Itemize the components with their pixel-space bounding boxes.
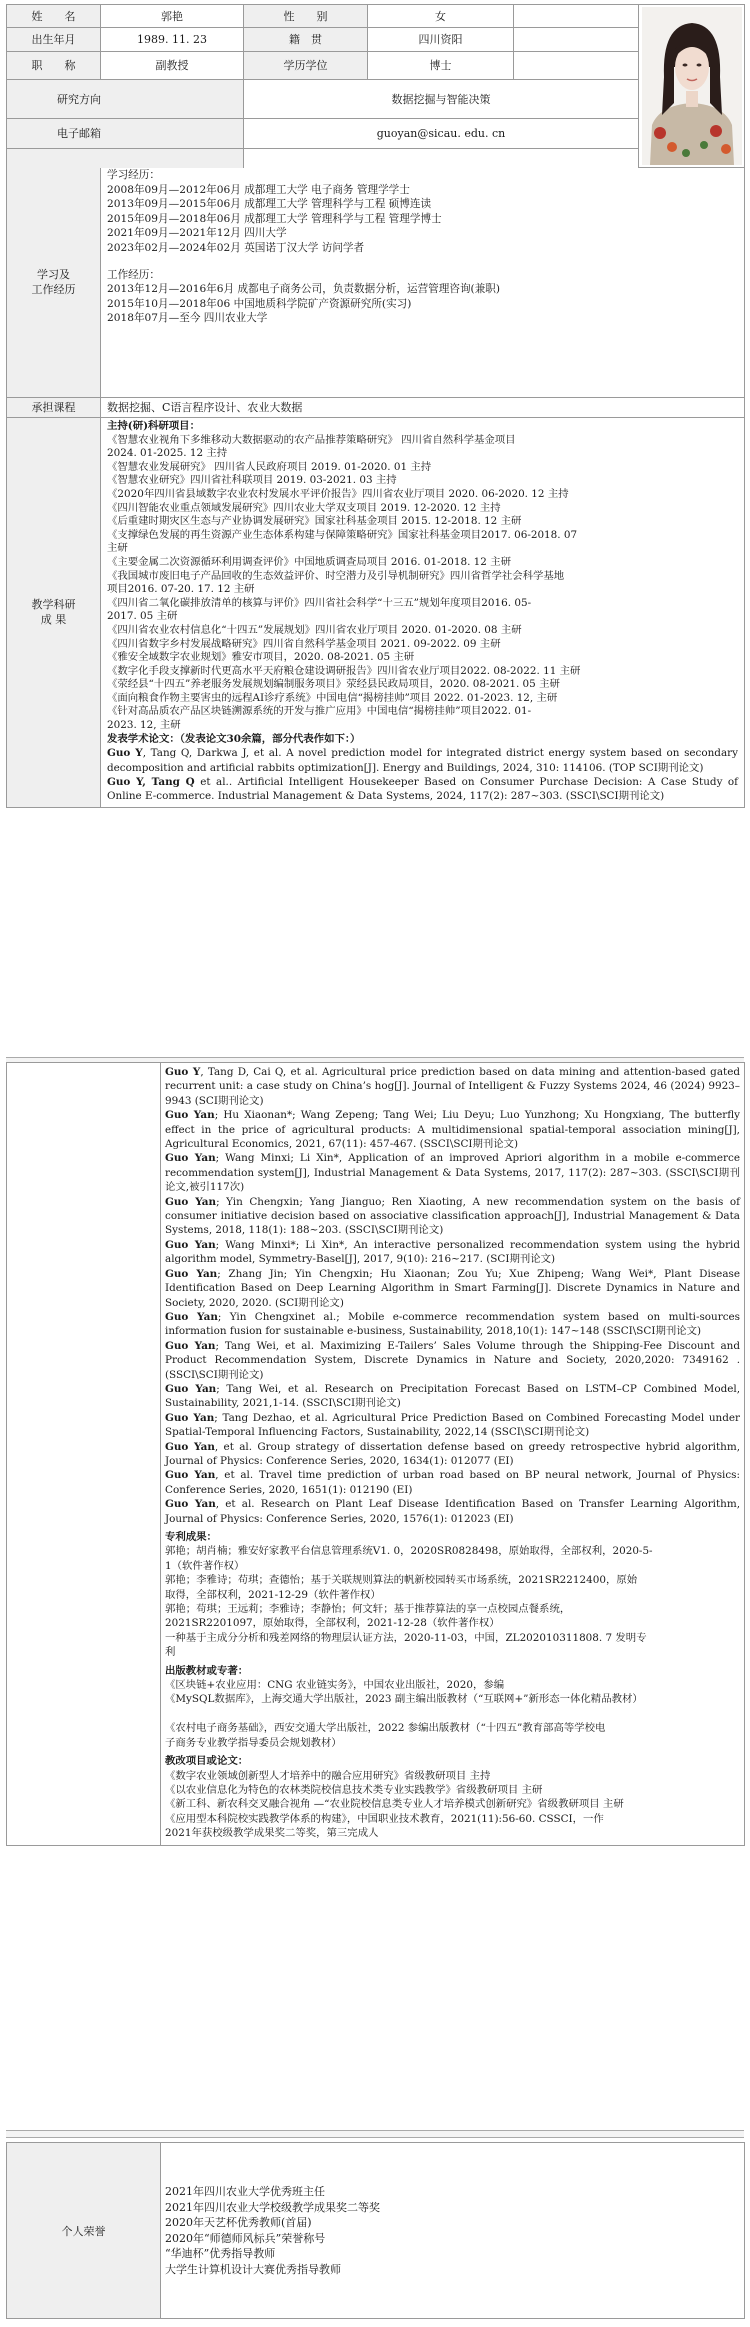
degree-value: 博士 bbox=[368, 51, 514, 80]
patents-header: 专利成果： bbox=[165, 1531, 217, 1543]
email-label: 电子邮箱 bbox=[7, 119, 244, 149]
paper-citation: ; Tang Dezhao, et al. Agricultural Price Prediction Based on Combined Forecasting Model under Spatial-Temporal Influencing Factors, Sustainability, 2022,14 (SSCI\SCI期刊论文) bbox=[165, 1411, 740, 1439]
project-item: 《后重建时期灾区生态与产业协调发展研究》国家社科基金项目 2015. 12-2018. 12 主研 bbox=[107, 515, 522, 528]
teaching-item: 《以农业信息化为特色的农林类院校信息技术类专业实践教学》省级教研项目 主研 bbox=[165, 1783, 543, 1796]
paper-citation: ; Zhang Jin; Yin Chengxin; Hu Xiaonan; Zou Yu; Xue Zhipeng; Wang Wei*, Plant Disease Identification Based on Deep Learning Algorithm in Smart Farming[J]. Discrete Dynamics in Nature and Society, 2020, 2020. (SCI期刊论文) bbox=[165, 1267, 740, 1309]
paper-item bbox=[165, 1440, 740, 1469]
paper-author: Guo Yan bbox=[165, 1310, 218, 1323]
paper-item bbox=[165, 1267, 740, 1310]
study-item: 2015年09月—2018年06月 成都理工大学 管理科学与工程 管理学博士 bbox=[107, 212, 442, 225]
paper-author: Guo Yan bbox=[165, 1152, 216, 1165]
papers-list bbox=[107, 746, 738, 804]
gender-label: 性 别 bbox=[244, 5, 368, 28]
study-item: 2023年02月—2024年02月 英国诺丁汉大学 访问学者 bbox=[107, 241, 365, 254]
project-item: 《四川省数字乡村发展战略研究》四川省自然科学基金项目 2021. 09-2022. 09 主研 bbox=[107, 637, 501, 650]
paper-author: Guo Yan bbox=[165, 1498, 216, 1511]
paper-item bbox=[165, 1310, 740, 1339]
birth-label: 出生年月 bbox=[7, 28, 101, 51]
teaching-item: 《应用型本科院校实践教学体系的构建》，中国职业技术教育，2021(11):56-60. CSSCI，一作 bbox=[165, 1812, 604, 1825]
teaching-item: 2021年获校级教学成果奖二等奖，第三完成人 bbox=[165, 1827, 379, 1840]
study-item: 2013年09月—2015年06月 成都理工大学 管理科学与工程 硕博连读 bbox=[107, 198, 432, 211]
project-item: 项目2016. 07-20. 17. 12 主研 bbox=[107, 583, 255, 596]
results-content bbox=[101, 418, 745, 808]
paper-item bbox=[165, 1065, 740, 1108]
paper-item bbox=[165, 1411, 740, 1440]
gender-value: 女 bbox=[368, 5, 514, 28]
patent-item: 1（软件著作权） bbox=[165, 1559, 245, 1572]
paper-citation: , et al. Research on Plant Leaf Disease Identification Based on Transfer Learning Algorithm, Journal of Physics: Conference Series, 2020, 1576(1): 012023 (EI) bbox=[165, 1498, 741, 1525]
teaching-item: 《新工科、新农科交叉融合视角 —“农业院校信息类专业人才培养模式创新研究》省级教研项目 主研 bbox=[165, 1798, 624, 1811]
work-item: 2015年10月—2018年06 中国地质科学院矿产资源研究所(实习) bbox=[107, 297, 412, 310]
paper-item bbox=[107, 775, 738, 804]
honors-content bbox=[161, 2143, 745, 2319]
portrait-cell bbox=[639, 5, 745, 168]
honor-item: 大学生计算机设计大赛优秀指导教师 bbox=[165, 2262, 341, 2276]
native-label: 籍 贯 bbox=[244, 28, 368, 51]
patent-item: 取得，全部权利，2021-12-29（软件著作权） bbox=[165, 1588, 381, 1601]
honor-item: 2020年天艺杯优秀教师(首届) bbox=[165, 2216, 312, 2229]
project-item: 《四川省二氧化碳排放清单的核算与评价》四川省社会科学“十三五”规划年度项目2016. 05- bbox=[107, 596, 532, 609]
project-item: 《智慧农业研究》四川省社科联项目 2019. 03-2021. 03 主持 bbox=[107, 474, 397, 487]
book-item bbox=[165, 1707, 740, 1721]
paper-author: Guo Yan bbox=[165, 1440, 215, 1453]
honor-item: 2020年“师德师风标兵”荣誉称号 bbox=[165, 2231, 326, 2245]
patent-item: 郭艳；苟琪；王远莉；李雅诗；李静怡；何文轩；基于推荐算法的享一点校园点餐系统， bbox=[165, 1603, 571, 1616]
paper-item bbox=[165, 1497, 740, 1526]
honor-item: “华迪杯”优秀指导教师 bbox=[165, 2247, 276, 2260]
paper-citation: ; Tang Wei, et al. Research on Precipitation Forecast Based on LSTM–CP Combined Model, Sustainability, 2021,1-14. (SSCI\SCI期刊论文) bbox=[165, 1382, 740, 1410]
honor-item: 2021年四川农业大学校级教学成果奖二等奖 bbox=[165, 2200, 380, 2214]
portrait-photo bbox=[642, 7, 742, 165]
paper-author: Guo Yan bbox=[165, 1382, 217, 1395]
projects-list bbox=[107, 434, 738, 733]
email-value[interactable]: guoyan@sicau. edu. cn bbox=[244, 119, 639, 149]
paper-citation: ; Wang Minxi; Li Xin*, Application of an improved Apriori algorithm in a mobile e-commerce recommendation system[J], Industrial Management & Data Systems, 2017, 117(2): 287~303. (SSCI\SCI期刊论文,被引117次) bbox=[165, 1152, 740, 1194]
teaching-header: 教改项目或论文： bbox=[165, 1755, 249, 1768]
birth-value: 1989. 11. 23 bbox=[101, 28, 244, 51]
paper-author: Guo Yan bbox=[165, 1238, 216, 1251]
paper-item bbox=[165, 1151, 740, 1194]
books-list bbox=[165, 1678, 740, 1750]
honors-list bbox=[165, 2184, 740, 2277]
degree-label: 学历学位 bbox=[244, 51, 368, 80]
paper-citation: , Tang Q, Darkwa J, et al. A novel prediction model for integrated district energy system based on secondary decomposition and artificial rabbits optimization[J]. Energy and Buildings, 2024, 310: 114106. (TOP SCI期刊论文) bbox=[107, 747, 738, 774]
project-item: 《四川智能农业重点领域发展研究》四川农业大学双支项目 2019. 12-2020. 12 主持 bbox=[107, 501, 501, 514]
paper-author: Guo Y bbox=[107, 747, 143, 760]
paper-author: Guo Yan bbox=[165, 1411, 215, 1424]
research-value: 数据挖掘与智能决策 bbox=[244, 80, 639, 119]
book-item: 《区块链+农业应用：CNG 农业链实务》，中国农业出版社，2020，参编 bbox=[165, 1679, 505, 1692]
honors-table bbox=[6, 2142, 745, 2319]
project-item: 2023. 12, 主研 bbox=[107, 719, 181, 732]
research-label: 研究方向 bbox=[7, 80, 244, 119]
experience-content bbox=[101, 168, 745, 398]
work-header: 工作经历： bbox=[107, 268, 160, 281]
study-header: 学习经历： bbox=[107, 169, 160, 181]
papers-header: 发表学术论文：（发表论文30余篇，部分代表作如下：） bbox=[107, 732, 361, 745]
paper-citation: ; Yin Chengxin; Yang Jianguo; Ren Xiaoting, A new recommendation system on the basis of consumer initiative decision based on associative classification approach[J], Industrial Management & Data Systems, 2018, 118(1): 188~203. (SSCI\SCI期刊论文) bbox=[165, 1195, 740, 1237]
papers-more-list bbox=[165, 1065, 740, 1526]
project-item: 《荥经县“十四五”养老服务发展规划编制服务项目》荥经县民政局项目，2020. 08-2021. 05 主研 bbox=[107, 678, 560, 691]
project-item: 《支撑绿色发展的再生资源产业生态体系构建与保障策略研究》国家社科基金项目2017. 06-2018. 07 bbox=[107, 528, 578, 541]
name-value: 郭艳 bbox=[101, 5, 244, 28]
paper-citation: ; Wang Minxi*; Li Xin*, An interactive personalized recommendation system using the hybrid algorithm model, Symmetry-Basel[J], 2017, 9(10): 216~217. (SCI期刊论文) bbox=[165, 1238, 741, 1266]
project-item: 2024. 01-2025. 12 主持 bbox=[107, 447, 228, 460]
project-item: 2017. 05 主研 bbox=[107, 610, 178, 623]
paper-citation: , et al. Travel time prediction of urban road based on BP neural network, Journal of Physics: Conference Series, 2020, 1651(1): 012190 (EI) bbox=[165, 1469, 741, 1496]
paper-author: Guo Yan bbox=[165, 1339, 216, 1352]
project-item: 主研 bbox=[107, 542, 128, 555]
courses-label: 承担课程 bbox=[7, 398, 101, 418]
experience-label: 学习及 工作经历 bbox=[7, 168, 101, 398]
courses-value: 数据挖掘、C语言程序设计、农业大数据 bbox=[101, 398, 745, 418]
paper-citation: , Tang D, Cai Q, et al. Agricultural price prediction based on data mining and attention-based gated recurrent unit: a case study on China’s hog[J]. Journal of Intelligent & Fuzzy Systems 2024, 46 (2024) 9923–9943 (SCI期刊论文) bbox=[165, 1066, 740, 1107]
paper-citation: , et al. Group strategy of dissertation defense based on greedy retrospective hybrid algorithm, Journal of Physics: Conference Series, 2020, 1634(1): 012077 (EI) bbox=[165, 1440, 741, 1467]
name-label: 姓 名 bbox=[7, 5, 101, 28]
project-item: 《雅安全域数字农业规划》雅安市项目，2020. 08-2021. 05 主研 bbox=[107, 651, 415, 664]
book-item: 《农村电子商务基础》，西安交通大学出版社，2022 参编出版教材（“十四五”教育部高等学校电 bbox=[165, 1722, 606, 1735]
project-item: 《四川省农业农村信息化“十四五”发展规划》四川省农业厅项目 2020. 01-2020. 08 主研 bbox=[107, 623, 522, 636]
work-item: 2013年12月—2016年6月 成都电子商务公司，负责数据分析，运营管理咨询(兼职) bbox=[107, 283, 500, 296]
project-item: 《2020年四川省县域数字农业农村发展水平评价报告》四川省农业厅项目 2020. 06-2020. 12 主持 bbox=[107, 487, 569, 500]
paper-citation: ; Tang Wei, et al. Maximizing E-Tailers’ Sales Volume through the Shipping-Fee Discount and Product Recommendation System, Discrete Dynamics in Nature and Society, 2020,2020: 7349162 . (SSCI\SCI期刊论文) bbox=[165, 1339, 740, 1381]
results-label: 教学科研 成 果 bbox=[7, 418, 101, 808]
resume-page bbox=[6, 4, 746, 808]
project-item: 《主要金属二次资源循环利用调查评价》中国地质调查局项目 2016. 01-2018. 12 主研 bbox=[107, 555, 511, 568]
paper-item bbox=[165, 1468, 740, 1497]
paper-item bbox=[165, 1339, 740, 1382]
patent-item: 郭艳；李雅诗；苟琪；查德怡；基于关联规则算法的帆新校园转买市场系统，2021SR2212400，原始 bbox=[165, 1574, 638, 1587]
paper-item bbox=[165, 1108, 740, 1151]
honors-label: 个人荣誉 bbox=[7, 2143, 161, 2319]
patents-list bbox=[165, 1544, 740, 1659]
title-value: 副教授 bbox=[101, 51, 244, 80]
paper-author: Guo Y, Tang Q bbox=[107, 776, 195, 789]
patent-item: 郭艳；胡肖楠；雅安好家教平台信息管理系统V1. 0，2020SR0828498，原始取得，全部权利，2020-5- bbox=[165, 1545, 653, 1558]
title-label: 职 称 bbox=[7, 51, 101, 80]
book-item: 《MySQL数据库》，上海交通大学出版社，2023 副主编出版教材（“互联网+”新形态一体化精品教材） bbox=[165, 1693, 643, 1706]
patent-item: 一种基于主成分分析和残差网络的物理层认证方法，2020-11-03，中国，ZL202010311808. 7 发明专 bbox=[165, 1631, 647, 1644]
native-value: 四川资阳 bbox=[368, 28, 514, 51]
project-item: 《我国城市废旧电子产品回收的生态效益评价、时空潜力及引导机制研究》四川省哲学社会科学基地 bbox=[107, 569, 565, 582]
paper-item bbox=[165, 1195, 740, 1238]
personal-info-table bbox=[6, 4, 745, 808]
project-item: 《智慧农业发展研究》 四川省人民政府项目 2019. 01-2020. 01 主持 bbox=[107, 460, 432, 473]
paper-item bbox=[165, 1382, 740, 1411]
patent-item: 2021SR2201097，原始取得，全部权利，2021-12-28（软件著作权） bbox=[165, 1617, 500, 1630]
paper-citation: ; Hu Xiaonan*; Wang Zepeng; Tang Wei; Liu Deyu; Luo Yunzhong; Xu Hongxiang, The butterfly effect in the price of agricultural products: A multidimensional spatial-temporal association mining[J], Agricultural Economics, 2021, 67(11): 457-467. (SSCI\SCI期刊论文) bbox=[165, 1109, 740, 1151]
section-divider-2 bbox=[6, 2130, 744, 2138]
books-header: 出版教材或专著： bbox=[165, 1664, 249, 1677]
paper-author: Guo Y bbox=[165, 1066, 201, 1078]
project-item: 《数字化手段支撑新时代更高水平天府粮仓建设调研报告》四川省农业厅项目2022. 08-2022. 11 主研 bbox=[107, 664, 581, 677]
paper-citation: et al.. Artificial Intelligent Housekeeper Based on Consumer Purchase Decision: A Case Study of Online E-commerce. Industrial Management & Data Systems, 2024, 117(2): 287~303. (SSCI\SCI期刊论文) bbox=[107, 776, 739, 803]
paper-author: Guo Yan bbox=[165, 1469, 216, 1482]
paper-item bbox=[165, 1238, 740, 1267]
paper-author: Guo Yan bbox=[165, 1267, 218, 1280]
work-item: 2018年07月—至今 四川农业大学 bbox=[107, 312, 268, 325]
publications-content bbox=[161, 1063, 745, 1846]
paper-citation: ; Yin Chengxinet al.; Mobile e-commerce recommendation system based on multi-sources information fusion for sustainable e-business, Sustainability, 2018,10(1): 147~148 (SSCI\SCI期刊论文) bbox=[165, 1310, 741, 1338]
paper-item bbox=[107, 746, 738, 775]
project-item: 《智慧农业视角下多维移动大数据驱动的农产品推荐策略研究》 四川省自然科学基金项目 bbox=[107, 433, 516, 446]
study-item: 2021年09月—2021年12月 四川大学 bbox=[107, 227, 287, 240]
projects-header: 主持(研)科研项目： bbox=[107, 420, 200, 432]
study-item: 2008年09月—2012年06月 成都理工大学 电子商务 管理学学士 bbox=[107, 183, 410, 196]
paper-author: Guo Yan bbox=[165, 1109, 215, 1122]
project-item: 《面向粮食作物主要害虫的远程AI诊疗系统》中国电信“揭榜挂帅”项目 2022. 01-2023. 12, 主研 bbox=[107, 691, 558, 704]
patent-item: 利 bbox=[165, 1646, 176, 1659]
paper-author: Guo Yan bbox=[165, 1195, 217, 1208]
publications-table bbox=[6, 1062, 745, 1846]
honor-item: 2021年四川农业大学优秀班主任 bbox=[165, 2185, 325, 2198]
teaching-list bbox=[165, 1769, 740, 1841]
teaching-item: 《数字农业领域创新型人才培养中的融合应用研究》省级教研项目 主持 bbox=[165, 1769, 491, 1782]
book-item: 子商务专业教学指导委员会规划教材） bbox=[165, 1736, 342, 1749]
project-item: 《针对高品质农产品区块链溯源系统的开发与推广应用》中国电信“揭榜挂帅”项目2022. 01- bbox=[107, 705, 532, 718]
